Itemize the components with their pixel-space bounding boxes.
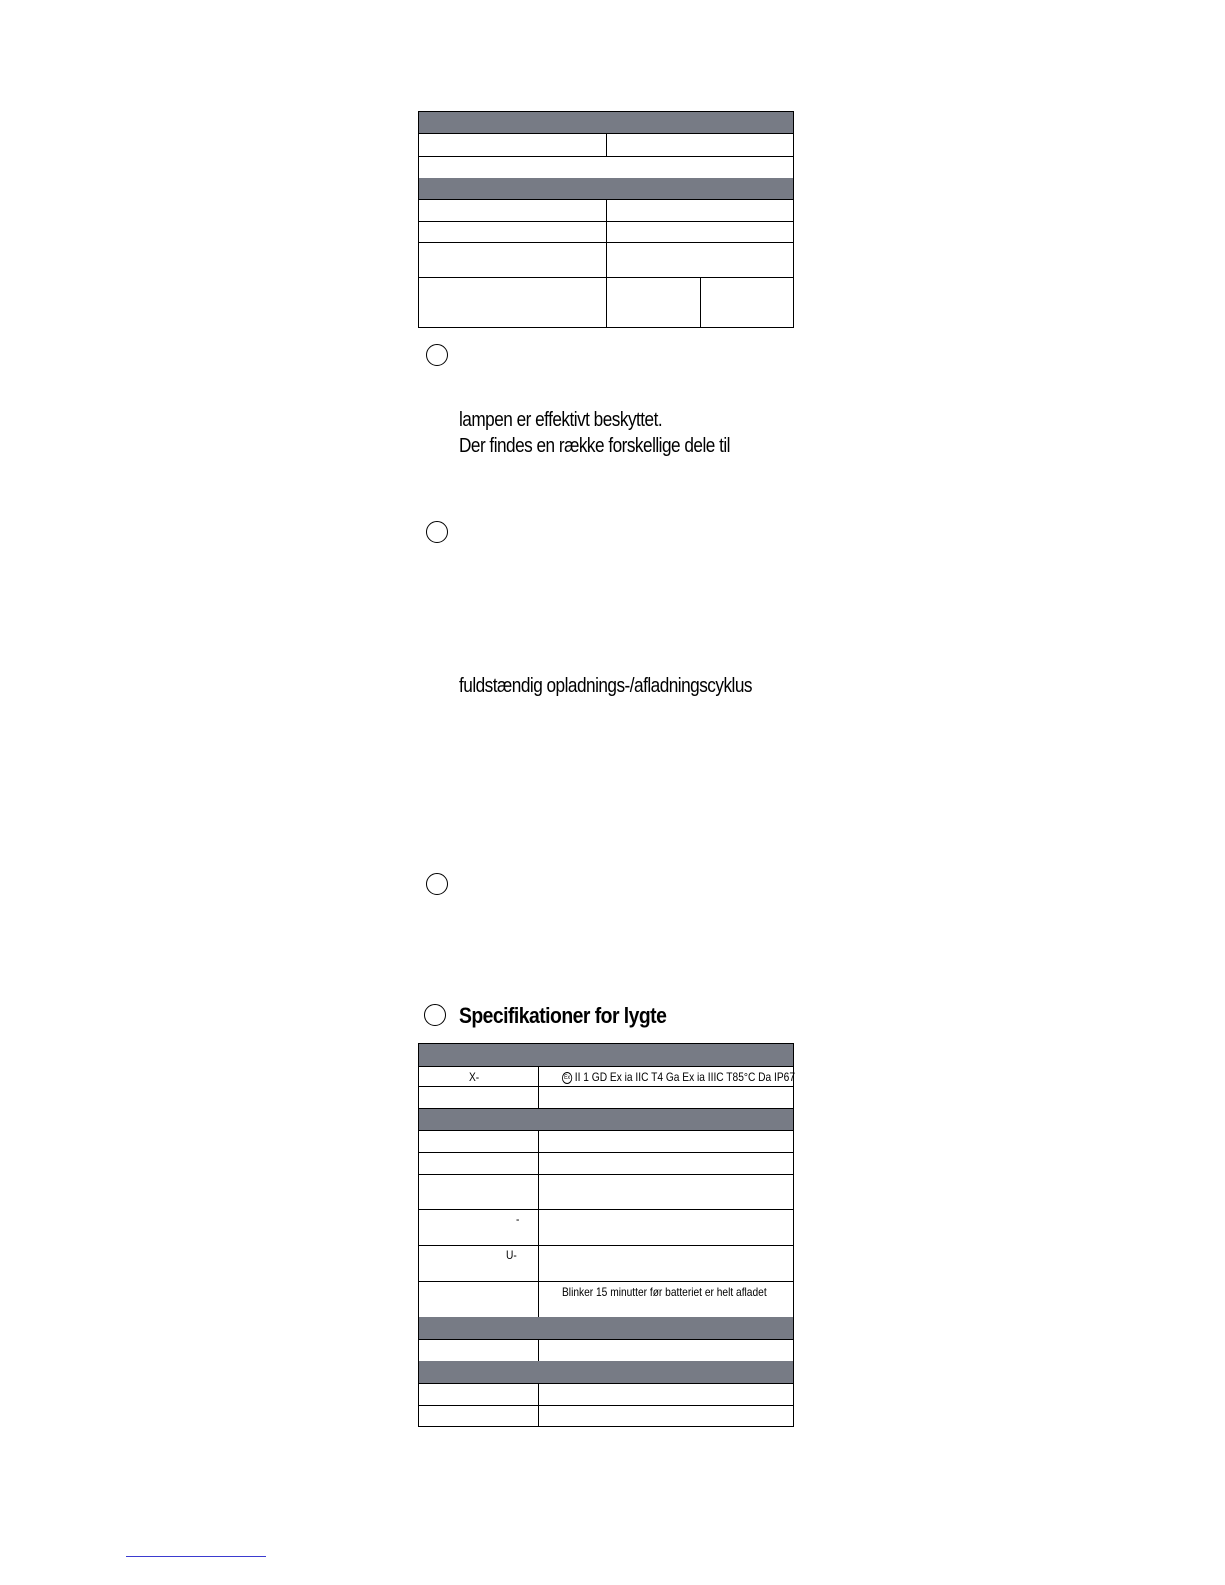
- table-divider: [419, 1066, 793, 1067]
- paragraph-line: lampen er effektivt beskyttet.: [459, 409, 663, 431]
- table-divider: [419, 1245, 793, 1246]
- table-header-bar: [419, 1109, 793, 1130]
- section2-paragraph: [459, 673, 752, 699]
- table-divider: [419, 1130, 793, 1131]
- spec-label: -: [516, 1212, 520, 1226]
- table-column-divider: [538, 1066, 539, 1109]
- table-header-bar: [419, 112, 793, 133]
- spec-label: U-: [506, 1248, 517, 1262]
- table-header-bar: [419, 1361, 793, 1383]
- table-divider: [419, 1152, 793, 1153]
- table-divider: [419, 1209, 793, 1210]
- table-divider: [419, 1383, 793, 1384]
- section-number-circle: [424, 1004, 446, 1026]
- table-column-divider: [606, 133, 607, 156]
- table-header-bar: [419, 1044, 793, 1066]
- section1-paragraph: [459, 407, 730, 459]
- table-column-divider: [538, 1339, 539, 1361]
- paragraph-line: fuldstændig opladnings-/afladningscyklus: [459, 675, 752, 697]
- section-number-circle: [426, 521, 448, 543]
- certification-text: II 1 GD Ex ia IIC T4 Ga Ex ia IIIC T85°C Da IP67: [574, 1070, 796, 1084]
- table-divider: [419, 1086, 793, 1087]
- table-divider: [419, 1405, 793, 1406]
- table-column-divider: [606, 199, 607, 327]
- table-divider: [419, 1108, 793, 1109]
- table-divider: [419, 1339, 793, 1340]
- section-number-circle: [426, 344, 448, 366]
- footer-link-underline: [126, 1556, 266, 1557]
- section-number-circle: [426, 873, 448, 895]
- top-spec-table: [418, 111, 794, 328]
- table-header-bar: [419, 178, 793, 199]
- table-header-bar: [419, 1317, 793, 1339]
- table-divider: [419, 1174, 793, 1175]
- spec-value: Blinker 15 minutter før batteriet er helt afladet: [562, 1285, 767, 1299]
- table-divider: [419, 1281, 793, 1282]
- table-column-divider: [538, 1383, 539, 1427]
- table-column-divider: [538, 1130, 539, 1317]
- table-divider: [419, 156, 793, 157]
- ex-mark-icon: Ex: [562, 1072, 572, 1084]
- spec-value: [562, 1070, 795, 1084]
- lamp-spec-table: [418, 1043, 794, 1427]
- section-title: Specifikationer for lygte: [459, 1003, 667, 1028]
- table-column-divider: [700, 277, 701, 327]
- spec-label: X-: [469, 1070, 480, 1084]
- paragraph-line: Der findes en række forskellige dele til: [459, 435, 730, 457]
